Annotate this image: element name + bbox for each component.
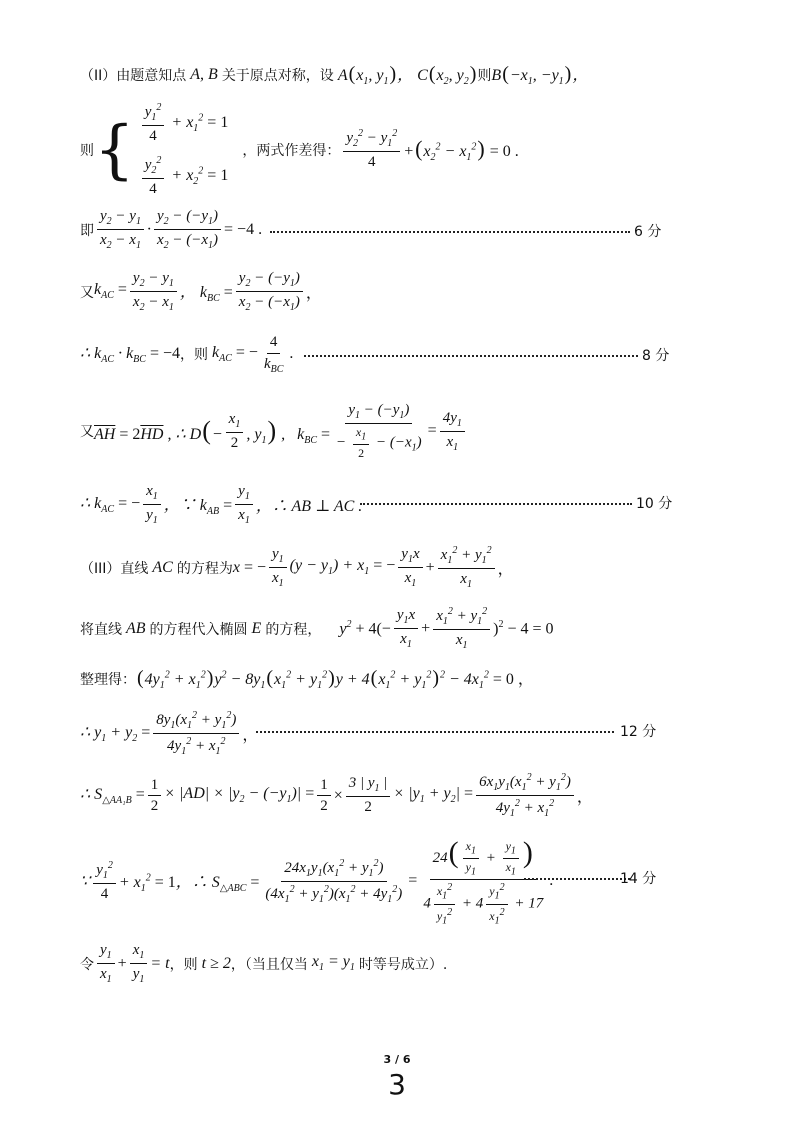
dots-6 <box>270 231 630 233</box>
line-13: ∵ $y_1^2$ 4 + $x_1^2 = 1$，∴ $S_{\triangle ABC}$ = $\frac{24x_1y_1(x_1^2 + y_1^2)}{(4x_1^2 + y_1^2)(x_1^2 + 4y_1^2)}$ = 24( $\frac{x_1}{y_1}$ + $\frac{y_1}{x_1}$ ) 4 $\frac{x_1^2}{y_1^2}$ + 4 $\frac{y_1^2}{x_1^2}$ + 17 . <box>80 836 554 927</box>
l8-text-a: （III）直线 <box>80 560 149 577</box>
line-11: ∴ $y_1 + y_2$ = $\frac{8y_1(x_1^2 + y_1^2)}{4y_1^2 + x_1^2}$ ， <box>80 710 259 757</box>
line-14: 令 $y_1$ $x_1$ + $\frac{x_1}{y_1}$ = t ，则 t ≥ 2 ，（当且仅当 $x_1 = y_1$ 时等号成立）. <box>80 942 448 985</box>
line-1: （II）由题意知点 A, B 关于原点对称，设 $A(x_1$, $y_1$)， $C(x_2$, $y_2$) 则 $B(-x_1$, $-y_1$)， <box>80 63 589 88</box>
l8-text-b: 的方程为 <box>176 560 233 577</box>
score-8: 8 分 <box>642 348 670 364</box>
l1-text-a: （II）由题意知点 <box>80 67 187 84</box>
score-14: 14 分 <box>620 871 657 887</box>
dots-10 <box>360 503 632 505</box>
l2-text-b: ，两式作差得： <box>242 142 341 159</box>
line-7: ∴ $k_{AC}$ = − $\frac{x_1}{y_1}$ ，∵ $k_{AB}$ = $\frac{y_1}{x_1}$ ，∴ AB ⊥ AC . <box>80 483 363 526</box>
l2-then: 则 <box>80 142 94 159</box>
line-12: ∴ $S_{\triangle AA_1B}$ = $\frac{1}{2}$ × $|AD| \times |y_2 - (-y_1)|$ = $\frac{1}{2}$ × $\frac{3 | y_1 |}{2}$ × $|y_1 + y_2|$ = $\frac{6x_1y_1(x_1^2 + y_1^2)}{4y_1^2 + x_1^2}$ ， <box>80 772 593 819</box>
l15-text-c: ，（当且仅当 <box>230 956 308 973</box>
l1-text-b: 关于原点对称，设 <box>221 67 334 84</box>
l15-text-d: 时等号成立）. <box>358 956 448 973</box>
line-9: 将直线 AB 的方程代入椭圆 E 的方程， $y^2 + 4(-$ $\frac{y_1x}{x_1}$ + $\frac{x_1^2 + y_1^2}{x_1}$ )$^2$ − 4 = 0 <box>80 606 554 651</box>
line-2-system: 则 { $\frac{y_1^2}{4}$ + $x_1^2 = 1$ $\frac{y_2^2}{4}$ + $x_2^2 = 1$ ，两式作差得： $y_2^2 - y_1^2$ 4 $+(x_2^2 - x_1^2) = 0$ . <box>80 102 519 197</box>
line-5: ∴ $k_{AC} \cdot k_{BC} = -4$ ，则 $k_{AC}$ = − 4 $k_{BC}$ . <box>80 334 294 375</box>
l9-text-c: 的方程， <box>265 621 322 638</box>
score-12: 12 分 <box>620 724 657 740</box>
page-number-small: 3 / 6 <box>383 1053 411 1066</box>
score-10: 10 分 <box>636 496 673 512</box>
line-6: 又 $\overline{AH} = 2\overline{HD}$ , ∴ D(− $\frac{x_1}{2}$ , $y_1$) , $k_{BC}$ = $y_1 - (-y_1)$ − $\frac{x_1}{2}$ − $(-x_1)$ = $\frac{4y_1}{x_1}$ <box>80 402 468 461</box>
l5-then: ，则 <box>180 347 208 364</box>
line-3: 即 $y_2 - y_1$ $x_2 - x_1$ · $\frac{y_2 - (-y_1)}{x_2 - (-x_1)}$ = −4 . <box>80 208 263 251</box>
l4-text-a: 又 <box>80 284 94 301</box>
score-6: 6 分 <box>634 224 662 240</box>
l15-text-b: ，则 <box>169 956 198 973</box>
dots-8 <box>304 355 638 357</box>
l3-text-a: 即 <box>80 222 94 239</box>
l15-text-a: 令 <box>80 956 94 973</box>
line-8: （III）直线 AC 的方程为 x = − $\frac{y_1}{x_1}$ $(y - y_1) + x_1$ = − $\frac{y_1x}{x_1}$ + $\frac{x_1^2 + y_1^2}{x_1}$ ， <box>80 545 514 590</box>
line-10: 整理得： $(4y_1^2 + x_1^2)y^2 - 8y_1(x_1^2 + y_1^2)y + 4(x_1^2 + y_1^2)^2 - 4x_1^2 = 0$ ， <box>80 667 534 692</box>
l1-text-c: 则 <box>477 67 492 84</box>
page-number-big: 3 <box>388 1068 406 1101</box>
dots-12 <box>256 731 614 733</box>
dots-14 <box>524 878 630 880</box>
l9-text-b: 的方程代入椭圆 <box>149 621 248 638</box>
line-4: 又 $k_{AC}$ = $\frac{y_2 - y_1}{x_2 - x_1}$ ， $k_{BC}$ = $\frac{y_2 - (-y_1)}{x_2 - (-x_1)}$ ， <box>80 270 322 313</box>
l6-text-a: 又 <box>80 424 94 441</box>
l10-text-a: 整理得： <box>80 671 136 688</box>
l9-text-a: 将直线 <box>80 621 122 638</box>
